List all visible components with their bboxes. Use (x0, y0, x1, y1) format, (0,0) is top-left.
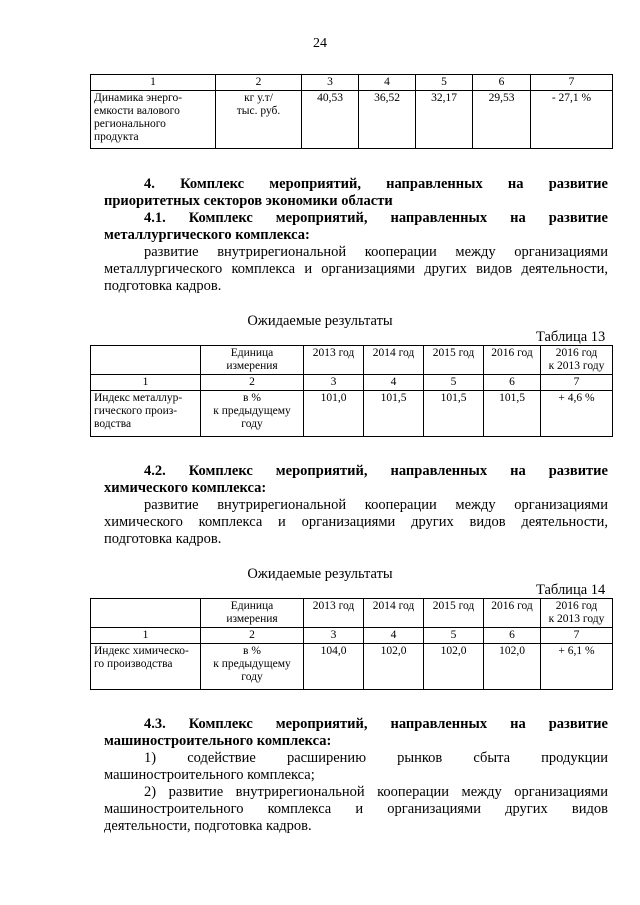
unit-cell: в % к предыдущему году (201, 644, 304, 690)
section-4-2-heading: 4.2. Комплекс мероприятий, направленных на развитие химического комплекса: (104, 463, 608, 496)
table-14 (90, 598, 613, 690)
value-cell: 29,53 (473, 91, 531, 149)
header-year: 2013 год (304, 599, 364, 628)
col-number: 4 (364, 628, 424, 644)
list-item: 2) развитие внутрирегиональной кооперации между организациями (144, 784, 608, 800)
header-year: 2013 год (304, 346, 364, 375)
col-number: 2 (201, 628, 304, 644)
table-energy-intensity (90, 74, 613, 149)
expected-results-title-13: Ожидаемые результаты (247, 313, 393, 329)
col-number: 4 (364, 375, 424, 391)
value-cell: 102,0 (364, 644, 424, 690)
section-4-heading: 4. Комплекс мероприятий, направленных на развитие приоритетных секторов экономики области (104, 176, 608, 209)
header-year: 2016 год (484, 346, 541, 375)
value-cell: 102,0 (484, 644, 541, 690)
table-header-row (91, 599, 613, 628)
value-cell: 101,0 (304, 391, 364, 437)
expected-results-title-14: Ожидаемые результаты (247, 566, 393, 582)
col-number: 7 (531, 75, 613, 91)
table-number-row (91, 375, 613, 391)
table-row (91, 644, 613, 690)
table-header-row (91, 75, 613, 91)
value-cell: 32,17 (416, 91, 473, 149)
col-number: 5 (424, 375, 484, 391)
header-unit: Единица измерения (201, 599, 304, 628)
indicator-name: Индекс металлур- гического произ- водства (91, 391, 201, 437)
col-number: 3 (304, 628, 364, 644)
table-header-row (91, 346, 613, 375)
section-4-2-body: развитие внутрирегиональной кооперации между организациями химического комплекса и организациями других видов деятельности, подготовка кадров. (104, 497, 608, 547)
value-cell: 101,5 (424, 391, 484, 437)
value-cell: 101,5 (364, 391, 424, 437)
header-change: 2016 год к 2013 году (541, 346, 613, 375)
table-number-row (91, 628, 613, 644)
value-cell: 101,5 (484, 391, 541, 437)
unit-cell: в % к предыдущему году (201, 391, 304, 437)
col-number: 6 (473, 75, 531, 91)
header-year: 2014 год (364, 346, 424, 375)
header-year: 2015 год (424, 599, 484, 628)
col-number: 4 (359, 75, 416, 91)
section-4-1-body: развитие внутрирегиональной кооперации между организациями металлургического комплекса и организациями других видов деятельности, подготовка кадров. (104, 244, 608, 294)
value-cell: 40,53 (302, 91, 359, 149)
value-cell: + 6,1 % (541, 644, 613, 690)
section-4-3-body: 1) содействие расширению рынков сбыта продукции машиностроительного комплекса; 2) развитие внутрирегиональной кооперации между организациями машиностроительного комплекса и организациями других видов деятельности, подготовка кадров. (104, 750, 608, 834)
section-4-1-heading: 4.1. Комплекс мероприятий, направленных на развитие металлургического комплекса: (104, 210, 608, 243)
col-number: 1 (91, 375, 201, 391)
table-14-label: Таблица 14 (536, 582, 606, 598)
col-number: 6 (484, 628, 541, 644)
col-number: 2 (201, 375, 304, 391)
table-13 (90, 345, 613, 437)
unit-cell: кг у.т/ тыс. руб. (216, 91, 302, 149)
indicator-name: Динамика энерго- емкости валового регионального продукта (91, 91, 216, 149)
header-year: 2016 год (484, 599, 541, 628)
value-cell: 36,52 (359, 91, 416, 149)
header-unit: Единица измерения (201, 346, 304, 375)
table-row (91, 391, 613, 437)
table-row (91, 91, 613, 149)
header-empty (91, 599, 201, 628)
list-item: 1) содействие расширению рынков сбыта продукции (144, 750, 608, 766)
page-number: 24 (313, 36, 327, 51)
header-year: 2015 год (424, 346, 484, 375)
col-number: 7 (541, 375, 613, 391)
value-cell: + 4,6 % (541, 391, 613, 437)
col-number: 1 (91, 75, 216, 91)
header-change: 2016 год к 2013 году (541, 599, 613, 628)
col-number: 3 (304, 375, 364, 391)
col-number: 1 (91, 628, 201, 644)
col-number: 5 (424, 628, 484, 644)
header-empty (91, 346, 201, 375)
col-number: 3 (302, 75, 359, 91)
value-cell: 104,0 (304, 644, 364, 690)
col-number: 6 (484, 375, 541, 391)
col-number: 7 (541, 628, 613, 644)
value-cell: 102,0 (424, 644, 484, 690)
indicator-name: Индекс химическо- го производства (91, 644, 201, 690)
col-number: 5 (416, 75, 473, 91)
section-4-3-heading: 4.3. Комплекс мероприятий, направленных на развитие машиностроительного комплекса: (104, 716, 608, 749)
table-13-label: Таблица 13 (536, 329, 606, 345)
col-number: 2 (216, 75, 302, 91)
header-year: 2014 год (364, 599, 424, 628)
value-cell: - 27,1 % (531, 91, 613, 149)
